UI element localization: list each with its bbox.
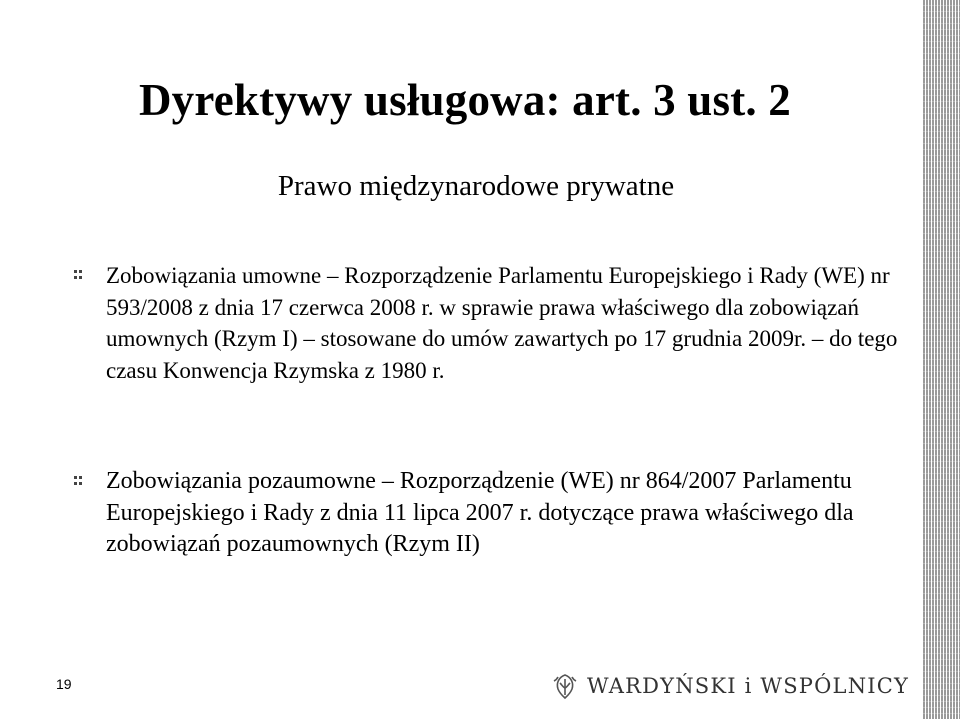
page-number: 19: [56, 676, 72, 692]
company-logo: [551, 670, 909, 702]
bullet-text: Zobowiązania pozaumowne – Rozporządzenie (WE) nr 864/2007 Parlamentu Europejskiego i Rady z dnia 11 lipca 2007 r. dotyczące prawa właściwego dla zobowiązań pozaumownych (Rzym II): [106, 468, 854, 557]
decorative-side-stripe: [922, 0, 960, 719]
slide-subtitle: Prawo międzynarodowe prywatne: [277, 170, 675, 202]
slide-title: Dyrektywy usługowa: art. 3 ust. 2: [138, 75, 792, 125]
square-bullet-icon: [74, 270, 82, 279]
bullet-text: Zobowiązania umowne – Rozporządzenie Parlamentu Europejskiego i Rady (WE) nr 593/2008 z dnia 17 czerwca 2008 r. w sprawie prawa właściwego dla zobowiązań umownych (Rzym I) – stosowane do umów zawartych po 17 grudnia 2009r. – do tego czasu Konwencja Rzymska z 1980 r.: [106, 263, 898, 383]
bullet-contractual-obligations: [106, 260, 906, 386]
logo-emblem-icon: [551, 671, 579, 701]
bullet-non-contractual-obligations: [106, 466, 906, 561]
square-bullet-icon: [74, 476, 82, 485]
logo-text: WARDYŃSKI i WSPÓLNICY: [587, 674, 910, 698]
